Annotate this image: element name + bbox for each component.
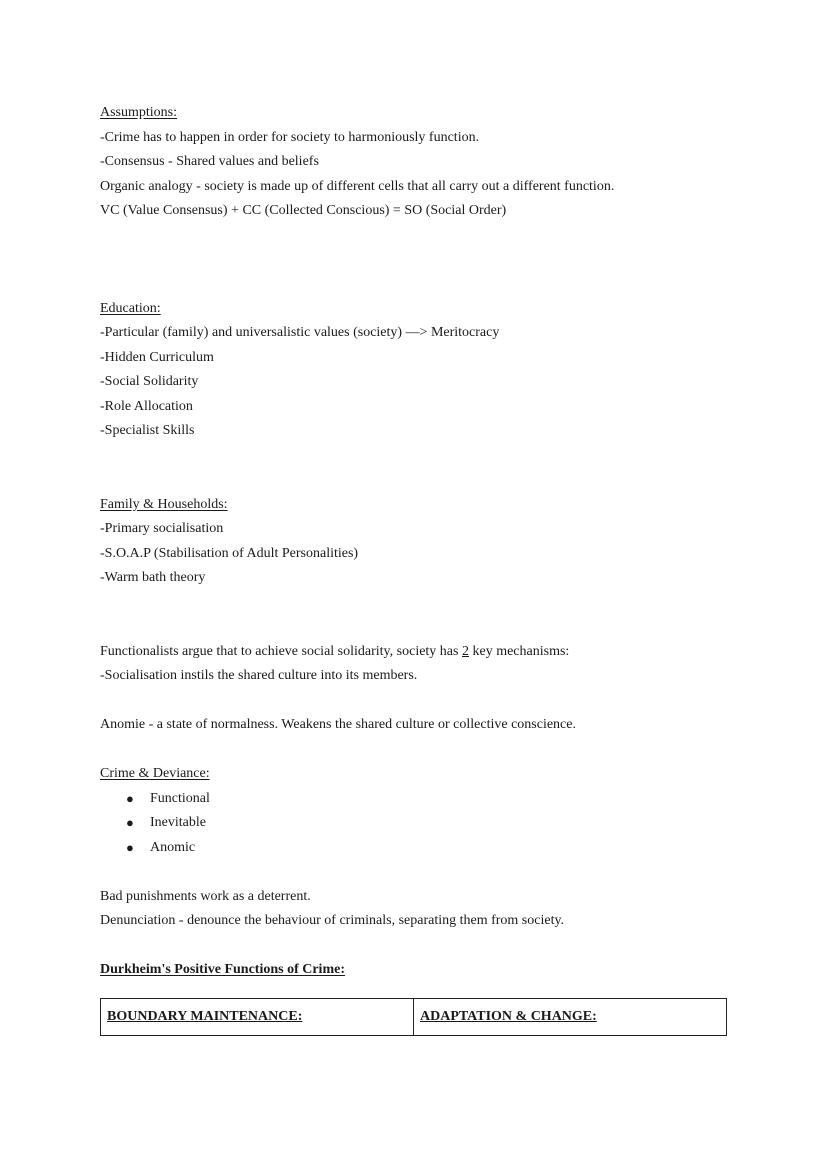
family-line: -Primary socialisation [100,521,224,536]
solidarity-number: 2 [461,643,469,659]
bullet-text: Inevitable [150,815,206,830]
durkheim-heading: Durkheim's Positive Functions of Crime: [100,962,345,977]
list-item [100,836,740,861]
list-item [100,787,740,812]
bullet-text: Functional [150,790,210,806]
table-header-cell: BOUNDARY MAINTENANCE: [101,999,414,1036]
punishment-line: Bad punishments work as a deterrent. [100,888,311,904]
solidarity-text-after: key mechanisms: [468,643,570,659]
document-page [100,101,740,983]
table-row [101,999,727,1036]
crime-heading: Crime & Deviance: [100,766,210,781]
solidarity-text-before: Functionalists argue that to achieve social solidarity, society has [100,643,462,659]
bullet-text: Anomic [150,839,196,855]
list-item [100,811,740,836]
functions-table [100,998,727,1036]
bullet-icon: ● [126,815,134,830]
education-heading: Education: [100,300,161,316]
family-line: -Warm bath theory [100,570,206,585]
crime-bullet-list [100,787,740,861]
assumptions-line: -Crime has to happen in order for society to harmoniously function. [100,129,480,145]
punishment-line: Denunciation - denounce the behaviour of criminals, separating them from society. [100,913,565,928]
education-line: -Social Solidarity [100,374,199,389]
anomie-line: Anomie - a state of normalness. Weakens the shared culture or collective conscience. [100,717,576,732]
assumptions-line: Organic analogy - society is made up of different cells that all carry out a different function. [100,178,615,194]
solidarity-line [100,640,740,665]
assumptions-line: -Consensus - Shared values and beliefs [100,154,319,169]
assumptions-line: VC (Value Consensus) + CC (Collected Conscious) = SO (Social Order) [100,203,507,218]
education-line: -Particular (family) and universalistic values (society) —> Meritocracy [100,325,500,340]
family-line: -S.O.A.P (Stabilisation of Adult Personalities) [100,545,359,561]
education-line: -Specialist Skills [100,423,195,438]
table-header-cell: ADAPTATION & CHANGE: [414,999,727,1036]
bullet-icon: ● [126,790,134,806]
education-line: -Hidden Curriculum [100,349,214,365]
assumptions-heading: Assumptions: [100,105,178,120]
bullet-icon: ● [126,839,134,855]
family-heading: Family & Households: [100,496,228,512]
socialisation-line: -Socialisation instils the shared culture into its members. [100,668,418,683]
education-line: -Role Allocation [100,398,193,414]
